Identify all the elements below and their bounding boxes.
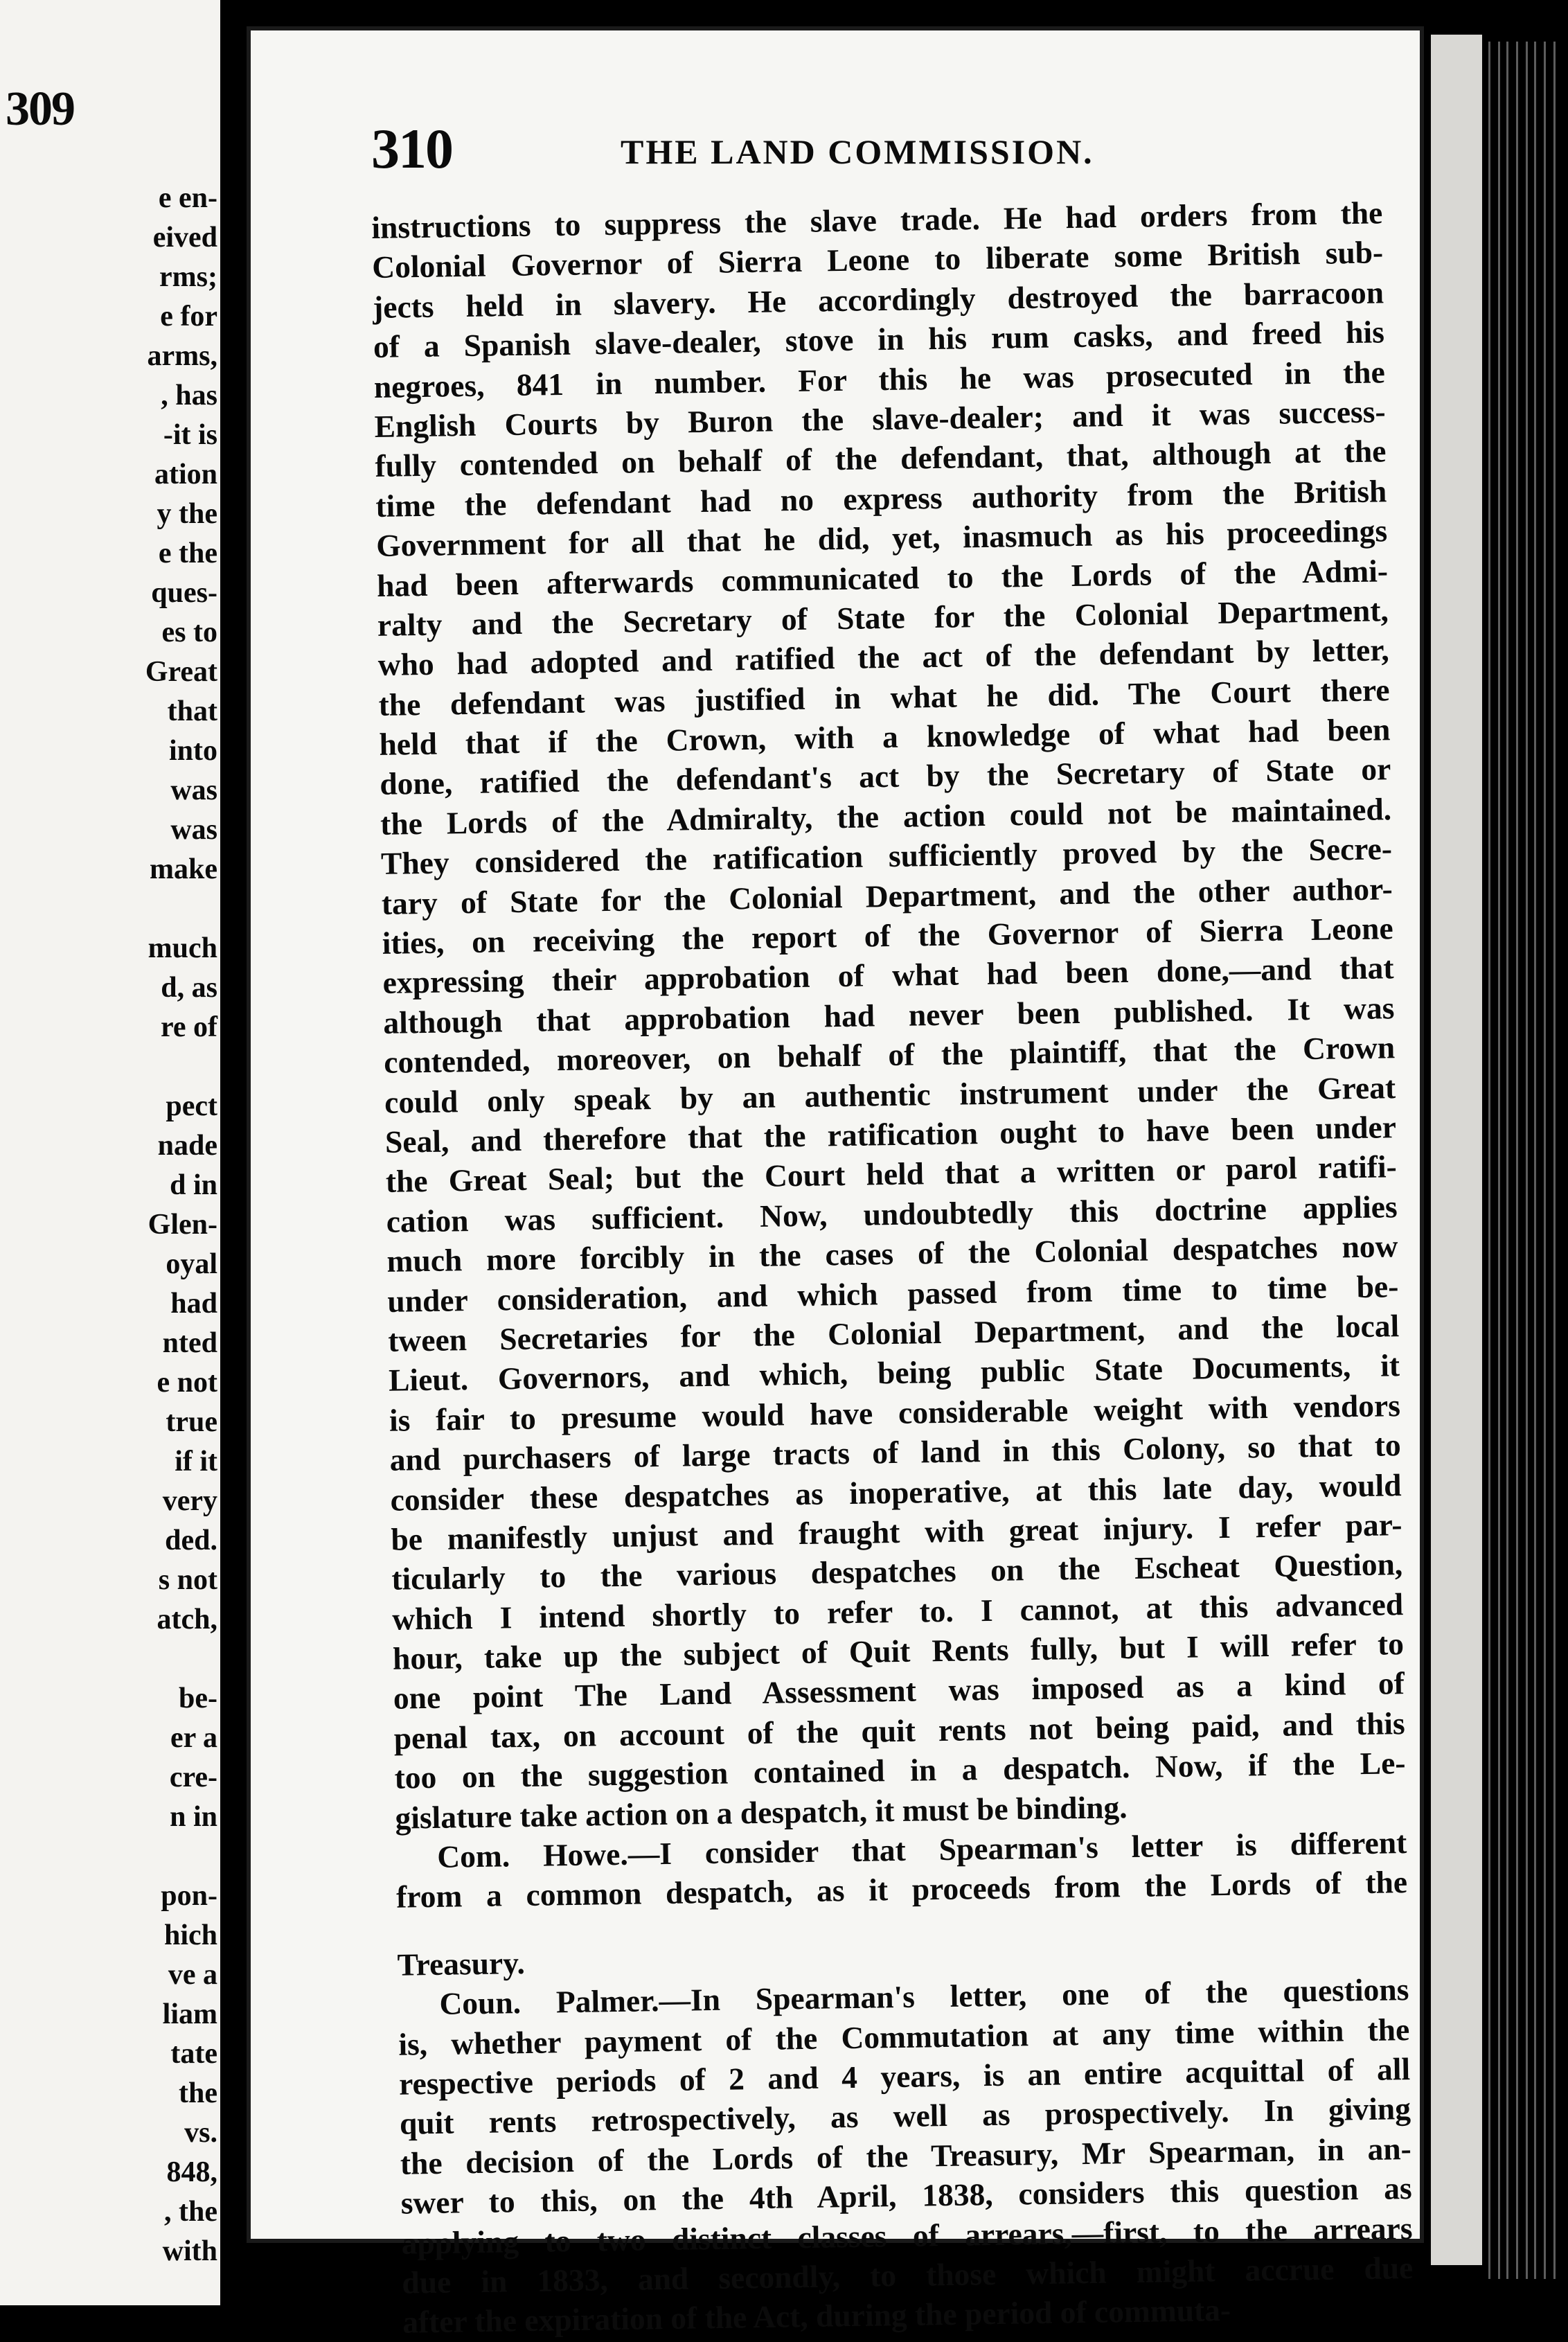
text-line: fully contended on behalf of the defendant, that, although at the: [375, 433, 1387, 484]
page-edge-line: [1516, 42, 1518, 2279]
left-line-fragment: pect: [166, 1090, 217, 1122]
left-line-fragment: ded.: [165, 1525, 217, 1556]
text-line: Com. Howe.—I consider that Spearman's letter is different: [436, 1825, 1407, 1874]
left-line-fragment: [3, 1837, 217, 1877]
text-line: respective periods of 2 and 4 years, is an entire acquittal of all: [398, 2051, 1411, 2102]
text-line: expressing their approbation of what had been done,—and that: [382, 950, 1394, 1001]
text-line: tween Secretaries for the Colonial Department, and the local: [387, 1308, 1400, 1358]
page-edge-line: [1506, 42, 1508, 2279]
page-edge-line: [1498, 42, 1500, 2279]
left-line-fragment: y the: [157, 498, 217, 530]
left-line-fragment: true: [166, 1406, 217, 1438]
left-line-fragment: hich: [163, 1919, 217, 1951]
text-line: English Courts by Buron the slave-dealer; and it was success-: [374, 393, 1386, 444]
left-line-fragment: ve a: [168, 1959, 217, 1991]
text-line: Colonial Governor of Sierra Leone to liberate some British sub-: [371, 234, 1384, 285]
left-line-fragment: the: [179, 2077, 217, 2109]
left-page-number: 309: [6, 82, 74, 136]
text-line: is fair to presume would have considerable weight with vendors: [389, 1387, 1401, 1438]
left-line-fragment: pon-: [161, 1880, 217, 1912]
text-line: and purchasers of large tracts of land in this Colony, so that to: [389, 1427, 1402, 1478]
left-line-fragment: d, as: [161, 972, 217, 1004]
text-line: penal tax, on account of the quit rents not being paid, and this: [393, 1705, 1405, 1756]
page-header: [371, 116, 1341, 193]
book-gutter: [220, 0, 247, 2305]
text-line: Lieut. Governors, and which, being public State Documents, it: [388, 1347, 1400, 1399]
left-line-fragment: make: [150, 853, 217, 885]
left-line-fragment: rms;: [159, 261, 217, 293]
text-line: hour, take up the subject of Quit Rents fully, but I will refer to: [392, 1626, 1405, 1676]
text-line: which I intend shortly to refer to. I cannot, at this advanced: [391, 1586, 1404, 1637]
left-line-fragment: e the: [158, 538, 217, 569]
left-line-fragment: be-: [179, 1683, 217, 1714]
page-edge-line: [1526, 42, 1528, 2279]
left-line-fragment: with: [162, 2235, 217, 2267]
text-line: the decision of the Lords of the Treasury, Mr Spearman, in an-: [400, 2130, 1412, 2181]
left-line-fragment: s not: [158, 1564, 217, 1596]
text-line: ities, on receiving the report of the Governor of Sierra Leone: [382, 910, 1393, 961]
left-line-fragment: very: [162, 1485, 217, 1517]
text-line: ticularly to the various despatches on the Escheat Question,: [391, 1546, 1403, 1597]
body-text: [371, 193, 1414, 2342]
text-line: too on the suggestion contained in a despatch. Now, if the Le-: [394, 1745, 1406, 1795]
page-edge-line: [1544, 42, 1546, 2279]
text-line: ralty and the Secretary of State for the Colonial Department,: [377, 592, 1389, 643]
left-line-fragment: tate: [170, 2038, 217, 2070]
text-line: the Great Seal; but the Court held that a written or parol ratifi-: [385, 1148, 1398, 1200]
text-line: from a common despatch, as it proceeds from the Lords of the: [395, 1864, 1408, 1915]
left-line-fragment: much: [148, 932, 217, 964]
left-line-fragment: e for: [160, 301, 217, 332]
text-line: time the defendant had no express authority from the British: [375, 473, 1387, 524]
text-line: Coun. Palmer.—In Spearman's letter, one of the questions: [439, 1971, 1409, 2022]
left-facing-page: [0, 0, 220, 2305]
left-line-fragment: was: [170, 774, 217, 806]
page-edge-line: [1488, 42, 1490, 2279]
text-line: swer to this, on the 4th April, 1838, considers this question as: [400, 2170, 1412, 2221]
text-line: after the expiration of the Act, during the period of commuta-: [402, 2292, 1231, 2340]
text-line: gislature take action on a despatch, it must be binding.: [395, 1789, 1128, 1836]
text-line: be manifestly unjust and fraught with great injury. I refer par-: [391, 1507, 1402, 1557]
text-line: Treasury.: [397, 1944, 526, 1982]
left-line-fragment: [3, 1640, 217, 1679]
text-line: one point The Land Assessment was imposed as a kind of: [393, 1665, 1405, 1716]
left-line-fragment: -it is: [163, 419, 217, 451]
text-line: cation was sufficient. Now, undoubtedly this doctrine applies: [386, 1188, 1398, 1239]
left-line-fragment: n in: [170, 1801, 217, 1833]
running-head: THE LAND COMMISSION.: [621, 132, 1094, 171]
left-line-fragment: 848,: [166, 2156, 217, 2188]
left-line-fragment: , the: [164, 2196, 217, 2228]
next-page-edge: [1431, 35, 1482, 2265]
text-line: tary of State for the Colonial Department, and the other author-: [381, 870, 1393, 921]
text-line: is, whether payment of the Commutation at any time within the: [398, 2011, 1410, 2062]
page-edge-lines: [1486, 42, 1563, 2279]
text-line: applying to two distinct classes of arrears,—first, to the arrears: [401, 2210, 1413, 2261]
text-line: instructions to suppress the slave trade. He had orders from the: [371, 195, 1383, 245]
left-line-fragment: eived: [152, 222, 217, 254]
left-line-fragment: was: [170, 814, 217, 846]
text-line: much more forcibly in the cases of the Colonial despatches now: [386, 1228, 1398, 1279]
left-line-fragment: er a: [170, 1722, 217, 1754]
left-line-fragment: liam: [162, 1998, 217, 2030]
left-line-fragment: e en-: [158, 182, 217, 214]
left-line-fragment: had: [170, 1288, 217, 1320]
text-line: the defendant was justified in what he did. The Court there: [378, 671, 1390, 722]
left-line-fragment: [3, 889, 217, 929]
left-line-fragment: es to: [161, 616, 217, 648]
left-line-fragment: [3, 1047, 217, 1087]
text-line: They considered the ratification sufficiently proved by the Secre-: [380, 831, 1393, 882]
text-line: who had adopted and ratified the act of the defendant by letter,: [377, 632, 1390, 683]
left-line-fragment: nted: [162, 1327, 217, 1359]
left-line-fragment: that: [167, 695, 217, 727]
left-line-fragment: vs.: [184, 2117, 217, 2149]
page-number: 310: [371, 117, 452, 180]
text-line: consider these despatches as inoperative, at this late day, would: [390, 1466, 1402, 1518]
left-line-fragment: re of: [160, 1011, 217, 1043]
text-line: although that approbation had never been published. It was: [383, 990, 1395, 1040]
text-line: of a Spanish slave-dealer, stove in his rum casks, and freed his: [373, 314, 1385, 365]
page-edge-line: [1534, 42, 1536, 2279]
left-line-fragment: into: [168, 735, 217, 767]
text-line: could only speak by an authentic instrument under the Great: [384, 1069, 1396, 1120]
left-line-fragment: Great: [145, 656, 217, 688]
text-line: due in 1833, and secondly, to those which might accrue due: [402, 2249, 1414, 2300]
left-line-fragment: cre-: [169, 1762, 217, 1793]
left-line-fragment: atch,: [157, 1604, 217, 1635]
left-line-fragment: d in: [170, 1169, 217, 1201]
text-line: Government for all that he did, yet, inasmuch as his proceedings: [375, 513, 1388, 564]
text-line: Seal, and therefore that the ratification ought to have been under: [384, 1109, 1397, 1160]
text-line: the Lords of the Admiralty, the action could not be maintained.: [380, 791, 1392, 842]
text-line: jects held in slavery. He accordingly destroyed the barracoon: [372, 274, 1384, 325]
text-line: had been afterwards communicated to the Lords of the Admi-: [376, 552, 1389, 603]
text-line: negroes, 841 in number. For this he was prosecuted in the: [373, 353, 1386, 405]
text-line: under consideration, and which passed from time to time be-: [387, 1268, 1399, 1319]
left-line-fragment: , has: [161, 380, 217, 411]
text-line: done, ratified the defendant's act by the Secretary of State or: [379, 751, 1391, 802]
left-line-fragment: Glen-: [148, 1209, 217, 1241]
left-line-fragment: if it: [175, 1446, 217, 1478]
main-page: [247, 26, 1424, 2340]
page-edge-line: [1553, 42, 1556, 2279]
text-line: contended, moreover, on behalf of the plaintiff, that the Crown: [383, 1029, 1396, 1081]
left-line-fragment: nade: [157, 1130, 217, 1162]
left-line-fragment: ques-: [151, 577, 217, 609]
left-line-fragment: e not: [157, 1367, 217, 1399]
text-line: held that if the Crown, with a knowledge of what had been: [379, 711, 1391, 762]
left-line-fragment: oyal: [166, 1248, 217, 1280]
left-line-fragment: arms,: [147, 340, 217, 372]
left-page-text-fragments: [3, 179, 217, 2271]
text-line: quit rents retrospectively, as well as prospectively. In giving: [399, 2091, 1411, 2142]
left-line-fragment: ation: [154, 459, 217, 490]
